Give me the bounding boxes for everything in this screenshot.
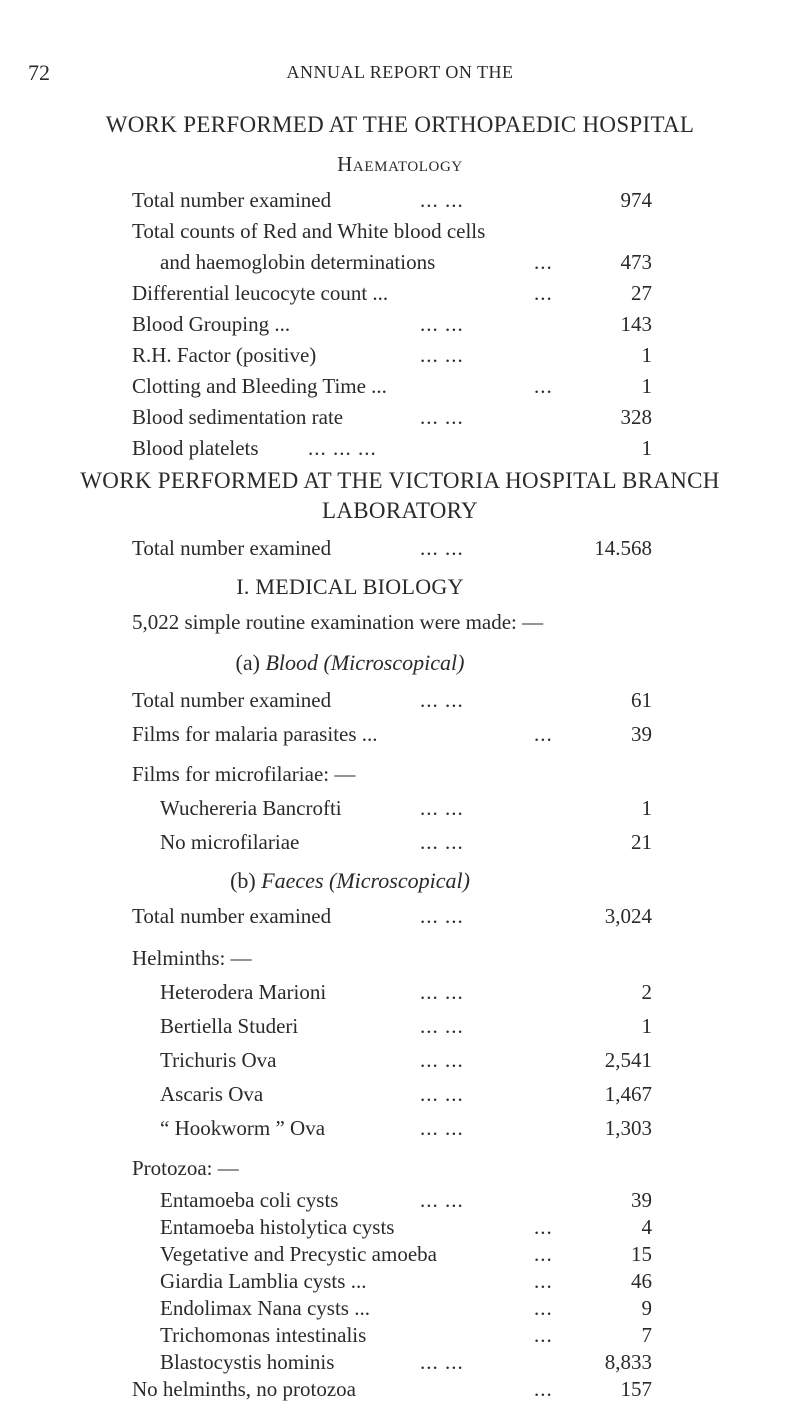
- row-label: Differential leucocyte count ...: [132, 281, 389, 305]
- row-label: Blastocystis hominis: [160, 1350, 335, 1374]
- row-label: R.H. Factor (positive): [132, 343, 317, 367]
- row-dots: ...: [534, 250, 553, 274]
- row-value: 9: [641, 1296, 652, 1320]
- row-value: 157: [620, 1377, 652, 1401]
- row-value: 328: [620, 405, 652, 429]
- row-value: 1: [641, 374, 652, 398]
- row-label: Ascaris Ova: [160, 1082, 264, 1106]
- victoria-title-line1: WORK PERFORMED AT THE VICTORIA HOSPITAL BRANCH: [80, 468, 720, 493]
- row-dots: ... ...: [420, 1082, 464, 1106]
- row-dots: ...: [534, 374, 553, 398]
- row-value: 61: [631, 688, 652, 712]
- row-dots: ... ...: [420, 1116, 464, 1140]
- row-value: 21: [631, 830, 652, 854]
- row-dots: ...: [534, 722, 553, 746]
- row-label: Total number examined: [132, 904, 332, 928]
- row-dots: ... ...: [420, 980, 464, 1004]
- row-dots: ... ... ...: [308, 436, 377, 460]
- row-dots: ...: [534, 1296, 553, 1320]
- blood-heading: [0, 650, 750, 676]
- row-label: Entamoeba coli cysts: [160, 1188, 339, 1212]
- row-label: Clotting and Bleeding Time ...: [132, 374, 387, 398]
- row-value: 974: [620, 188, 652, 212]
- row-value: 2,541: [604, 1048, 652, 1072]
- row-value: 1,467: [604, 1082, 652, 1106]
- row-dots: ...: [534, 281, 553, 305]
- row-value: 3,024: [604, 904, 652, 928]
- row-label: and haemoglobin determinations: [160, 250, 436, 274]
- row-label: Films for malaria parasites ...: [132, 722, 378, 746]
- row-label: Blood Grouping ...: [132, 312, 291, 336]
- row-label: Entamoeba histolytica cysts: [160, 1215, 395, 1239]
- row-dots: ... ...: [420, 1188, 464, 1212]
- row-dots: ... ...: [420, 1048, 464, 1072]
- row-label: Vegetative and Precystic amoeba: [160, 1242, 437, 1266]
- row-value: 27: [631, 281, 652, 305]
- row-value: 46: [631, 1269, 652, 1293]
- row-dots: ...: [534, 1377, 553, 1401]
- row-value: 1: [641, 436, 652, 460]
- row-value: 143: [620, 312, 652, 336]
- row-value: 2: [641, 980, 652, 1004]
- ortho-title: WORK PERFORMED AT THE ORTHOPAEDIC HOSPITAL: [105, 112, 695, 137]
- row-value: 39: [631, 1188, 652, 1212]
- haematology-heading: Haematology: [337, 152, 463, 176]
- row-dots: ... ...: [420, 1350, 464, 1374]
- row-label: Bertiella Studeri: [160, 1014, 299, 1038]
- row-dots: ... ...: [420, 405, 464, 429]
- medical-biology-heading: I. MEDICAL BIOLOGY: [236, 574, 464, 599]
- row-value: 1: [641, 796, 652, 820]
- protozoa-label: Protozoa: —: [132, 1156, 239, 1180]
- row-dots: ... ...: [420, 688, 464, 712]
- row-dots: ... ...: [420, 904, 464, 928]
- row-label: No microfilariae: [160, 830, 300, 854]
- row-label: No helminths, no protozoa: [132, 1377, 356, 1401]
- intro-text: 5,022 simple routine examination were made: —: [132, 610, 544, 634]
- faeces-heading-title: Faeces (Microscopical): [261, 868, 470, 893]
- row-dots: ... ...: [420, 1014, 464, 1038]
- row-label: Total number examined: [132, 536, 332, 560]
- row-label: Wuchereria Bancrofti: [160, 796, 342, 820]
- row-value: 15: [631, 1242, 652, 1266]
- row-value: 8,833: [604, 1350, 652, 1374]
- row-label: Total number examined: [132, 188, 332, 212]
- row-label: Trichomonas intestinalis: [160, 1323, 367, 1347]
- faeces-heading-prefix: (b): [230, 868, 262, 893]
- row-dots: ... ...: [420, 188, 464, 212]
- row-label: Blood sedimentation rate: [132, 405, 344, 429]
- row-value: 14.568: [594, 536, 652, 560]
- row-dots: ...: [534, 1242, 553, 1266]
- running-head: ANNUAL REPORT ON THE: [286, 62, 514, 82]
- row-value: 473: [620, 250, 652, 274]
- row-label: Trichuris Ova: [160, 1048, 277, 1072]
- row-dots: ... ...: [420, 536, 464, 560]
- row-label: Heterodera Marioni: [160, 980, 327, 1004]
- row-label: “ Hookworm ” Ova: [160, 1116, 326, 1140]
- row-label: Endolimax Nana cysts ...: [160, 1296, 370, 1320]
- row-value: 1: [641, 343, 652, 367]
- page-number: 72: [28, 60, 50, 85]
- row-value: 1,303: [604, 1116, 652, 1140]
- row-value: 1: [641, 1014, 652, 1038]
- row-dots: ... ...: [420, 312, 464, 336]
- row-dots: ... ...: [420, 343, 464, 367]
- row-value: 39: [631, 722, 652, 746]
- row-label: Total counts of Red and White blood cells: [132, 219, 486, 243]
- row-dots: ... ...: [420, 796, 464, 820]
- row-label: Giardia Lamblia cysts ...: [160, 1269, 367, 1293]
- helminths-label: Helminths: —: [132, 946, 252, 970]
- row-value: 7: [641, 1323, 652, 1347]
- row-dots: ...: [534, 1215, 553, 1239]
- victoria-title-line2: LABORATORY: [322, 498, 478, 523]
- blood-heading-prefix: (a): [235, 650, 266, 675]
- row-dots: ... ...: [420, 830, 464, 854]
- row-label: Total number examined: [132, 688, 332, 712]
- row-label: Blood platelets: [132, 436, 259, 460]
- microfilariae-label: Films for microfilariae: —: [132, 762, 356, 786]
- faeces-heading: [0, 868, 750, 894]
- row-dots: ...: [534, 1323, 553, 1347]
- blood-heading-title: Blood (Microscopical): [265, 650, 465, 675]
- row-value: 4: [641, 1215, 652, 1239]
- row-dots: ...: [534, 1269, 553, 1293]
